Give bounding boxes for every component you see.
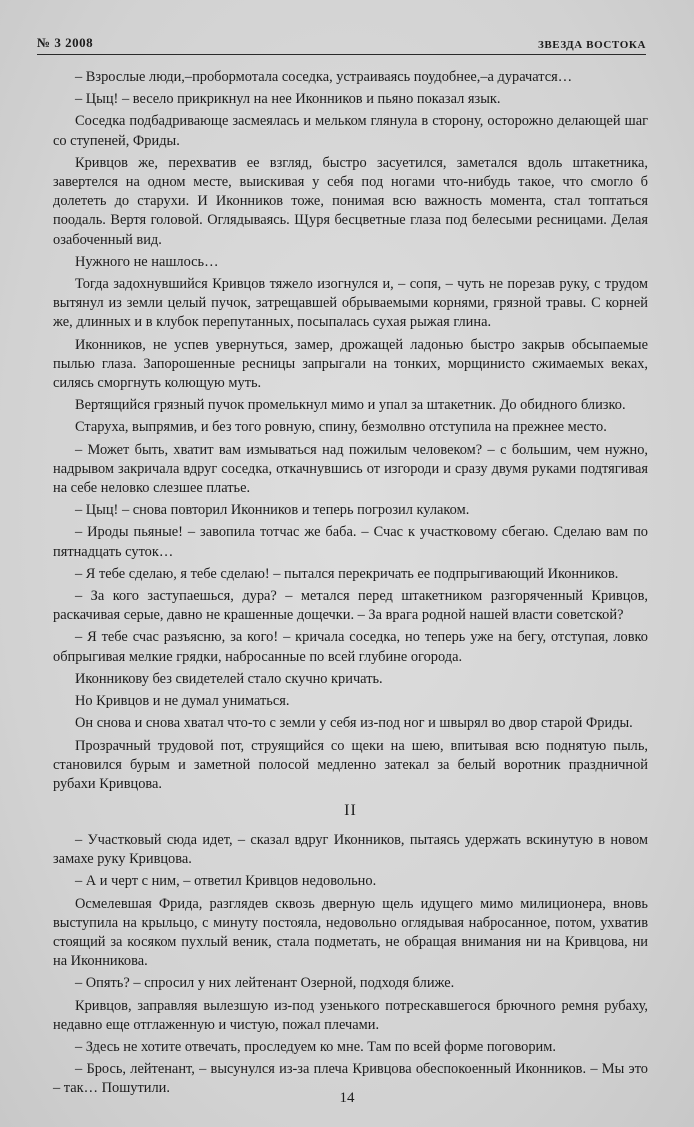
chapter-heading: II: [344, 802, 357, 819]
paragraph: – Цыц! – весело прикрикнул на нее Иконников и пьяно показал язык.: [75, 91, 501, 108]
paragraph: Он снова и снова хватал что-то с земли у себя из-под ног и швырял во двор старой Фриды.: [75, 715, 633, 732]
paragraph: – Брось, лейтенант, – высунулся из-за плеча Кривцова обеспокоенный Иконников. – Мы это – так… Пошутили.: [53, 1061, 648, 1097]
paragraph: Иконников, не успев увернуться, замер, дрожащей ладонью быстро закрыв обсыпаемые пылью глаза. Запорошенные ресницы запрыгали на тонких, морщинисто сжимаемых веках, силясь сморгнуть колющую муть.: [53, 336, 648, 392]
paragraph: Тогда задохнувшийся Кривцов тяжело изогнулся и, – сопя, – чуть не порезав руку, с трудом вытянул из земли целый пучок, затрещавшей обрываемыми корнями, грязной травы. С корней же, длинных и в клубок перепутанных, посыпалась сухая рыжая глина.: [53, 276, 648, 331]
text-block-part-1: [53, 68, 648, 797]
paragraph: Осмелевшая Фрида, разглядев сквозь дверную щель идущего мимо милиционера, вновь выступила на крыльцо, с минуту постояла, недовольно оглядывая набросанное, потом, ухватив стоящий за косяком пухлый веник, стала подметать, не обращая внимания ни на Кривцова, ни на Иконникова.: [53, 895, 648, 970]
paragraph: Соседка подбадривающе засмеялась и мельком глянула в сторону, осторожно делающей шаг со ступеней, Фриды.: [53, 113, 648, 149]
paragraph: – Может быть, хватит вам измываться над пожилым человеком? – с большим, чем нужно, надрывом закричала вдруг соседка, откачнувшись от изгороди и сразу двумя руками подтягивая на себе неловко слезшее платье.: [53, 441, 648, 497]
paragraph: Старуха, выпрямив, и без того ровную, спину, безмолвно отступила на прежнее место.: [75, 419, 607, 436]
page-number: 14: [339, 1090, 355, 1106]
paragraph: Но Кривцов и не думал униматься.: [75, 693, 290, 710]
paragraph: – За кого заступаешься, дура? – метался перед штакетником разгоряченный Кривцов, раскачивая серые, давно не крашенные дощечки. – За врага родной нашей власти советской?: [53, 588, 648, 624]
paragraph: Нужного не нашлось…: [75, 253, 219, 270]
paragraph: Кривцов же, перехватив ее взгляд, быстро засуетился, заметался вдоль штакетника, завертелся на одном месте, выискивая у себя под ногами что-нибудь такое, что смогло б долететь до старухи. И Иконников тоже, понимая всю важность момента, стал топтаться поодаль. Вертя головой. Оглядываясь. Щуря бесцветные глаза под белесыми ресницами. Делая озабоченный вид.: [53, 154, 648, 248]
paragraph: – Участковый сюда идет, – сказал вдруг Иконников, пытаясь удержать вскинутую в новом замахе руку Кривцова.: [53, 832, 648, 868]
issue-number: № 3 2008: [37, 35, 94, 50]
paragraph: Кривцов, заправляя вылезшую из-под узенького потрескавшегося брючного ремня рубаху, недавно еще отглаженную и чистую, пожал плечами.: [53, 997, 648, 1033]
paragraph: – Взрослые люди,–пробормотала соседка, устраиваясь поудобнее,–а дурачатся…: [75, 69, 573, 85]
paragraph: – Ироды пьяные! – завопила тотчас же баба. – Счас к участковому сбегаю. Сделаю вам по пятнадцать суток…: [53, 524, 648, 560]
paragraph: Иконникову без свидетелей стало скучно кричать.: [75, 670, 383, 687]
paragraph: – А и черт с ним, – ответил Кривцов недовольно.: [75, 873, 377, 890]
journal-title: ЗВЕЗДА ВОСТОКА: [537, 39, 646, 51]
paragraph: Вертящийся грязный пучок промелькнул мимо и упал за штакетник. До обидного близко.: [75, 397, 626, 414]
paragraph: – Я тебе сделаю, я тебе сделаю! – пытался перекричать ее подпрыгивающий Иконников.: [75, 565, 619, 582]
paragraph: – Опять? – спросил у них лейтенант Озерной, подходя ближе.: [75, 975, 455, 992]
text-block-part-2: [53, 831, 648, 1102]
paragraph: Прозрачный трудовой пот, струящийся со щеки на шею, впитывая всю поднятую пыль, становился бурым и заметной полосой медленно затекал за белый воротник праздничной рубахи Кривцова.: [53, 737, 648, 792]
paragraph: – Цыц! – снова повторил Иконников и теперь погрозил кулаком.: [75, 502, 470, 519]
running-header: [37, 34, 646, 55]
paragraph: – Здесь не хотите отвечать, проследуем ко мне. Там по всей форме поговорим.: [75, 1039, 556, 1056]
paragraph: – Я тебе счас разъясню, за кого! – кричала соседка, но теперь уже на бегу, отступая, ловко обпрыгивая мелкие грядки, набросанные по всей глубине огорода.: [53, 629, 648, 665]
